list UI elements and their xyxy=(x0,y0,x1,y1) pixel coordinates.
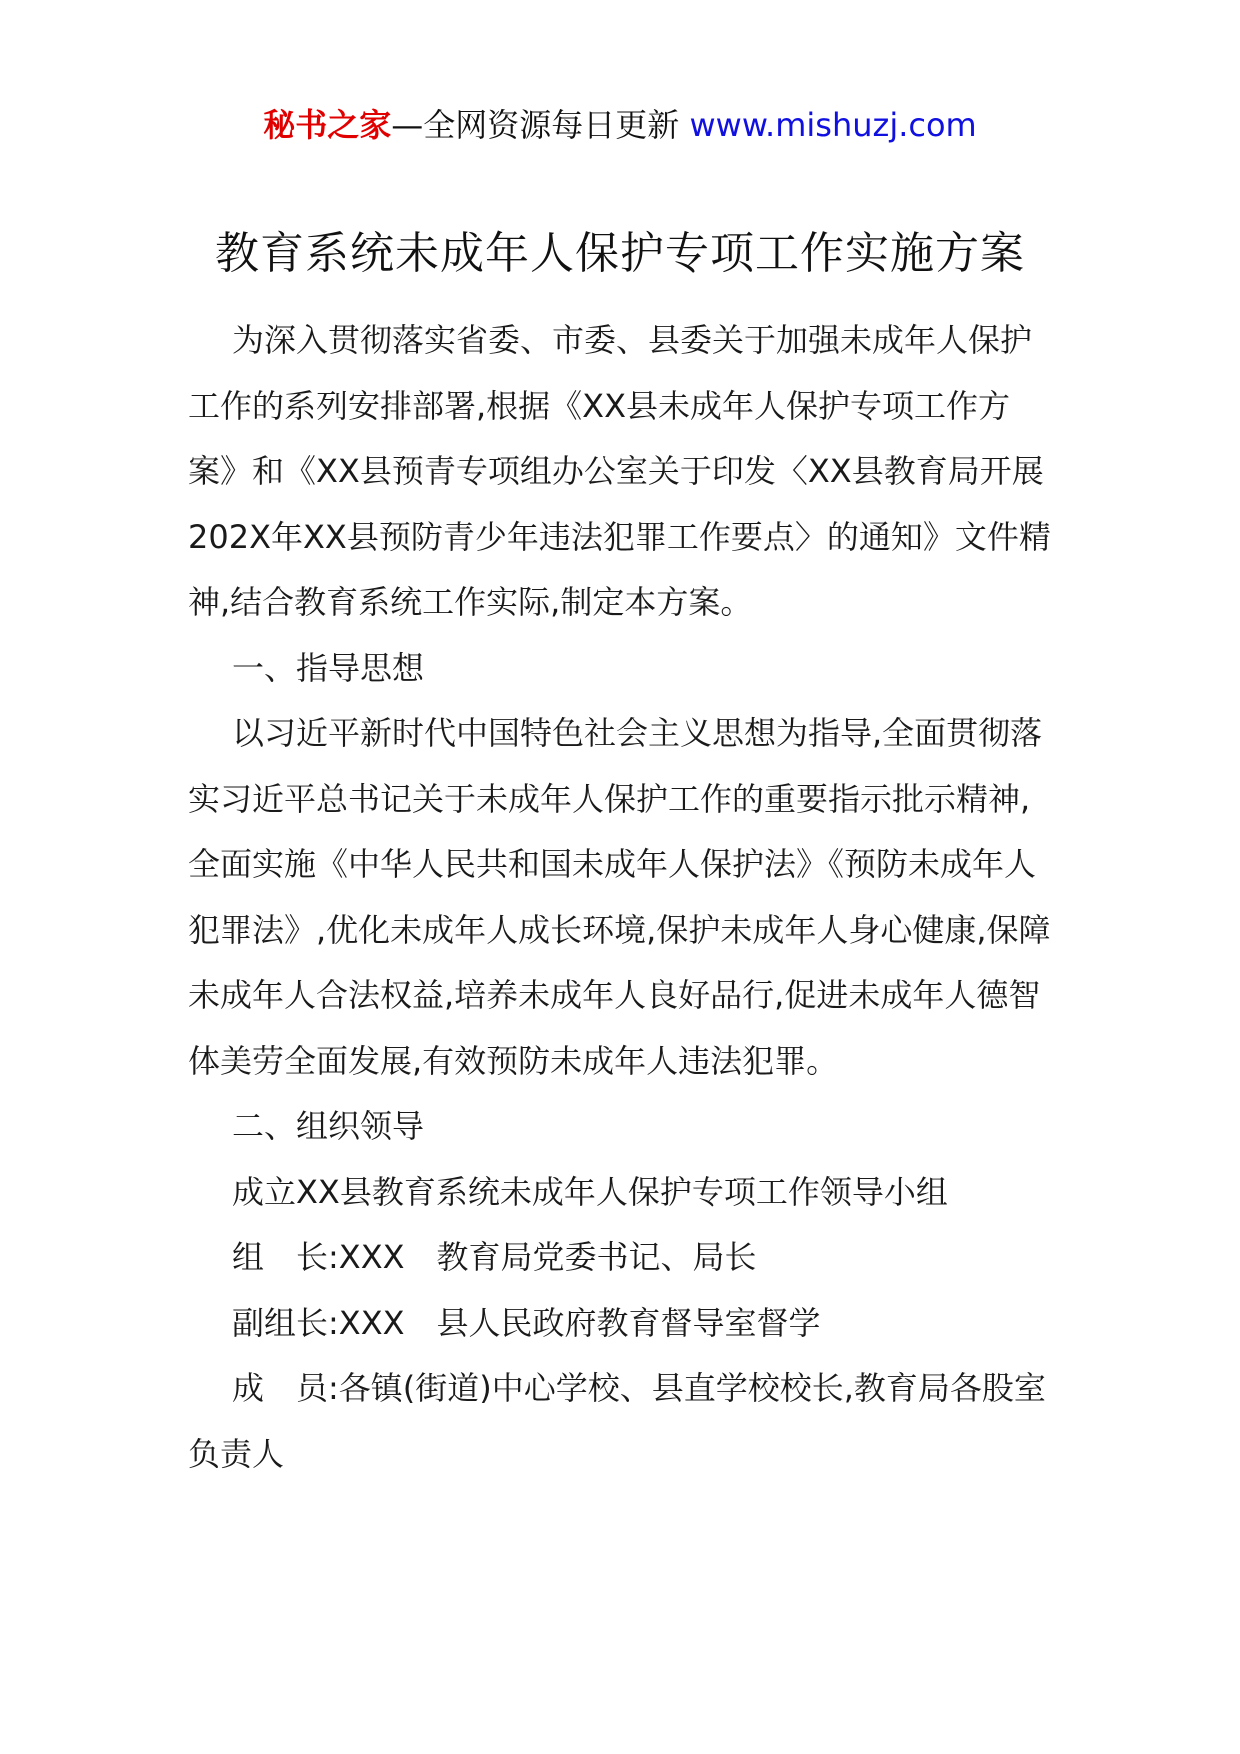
page-header xyxy=(0,100,1240,150)
leading-group-paragraph: 成立XX县教育系统未成年人保护专项工作领导小组 xyxy=(232,1172,948,1211)
brand-name: 秘书之家 xyxy=(263,106,392,144)
group-leader-line: 组 长:XXX 教育局党委书记、局长 xyxy=(232,1238,757,1276)
deputy-leader-line: 副组长:XXX 县人民政府教育督导室督学 xyxy=(232,1303,821,1342)
website-link[interactable]: www.mishuzj.com xyxy=(689,106,977,144)
guiding-ideology-paragraph: 以习近平新时代中国特色社会主义思想为指导,全面贯彻落实习近平总书记关于未成年人保护工作的重要指示批示精神,全面实施《中华人民共和国未成年人保护法》《预防未成年人犯罪法》,优化未成年人成长环境,保护未成年人身心健康,保障未成年人合法权益,培养未成年人良好品行,促进未成年人德智体美劳全面发展,有效预防未成年人违法犯罪。 xyxy=(188,714,1051,1080)
document-body xyxy=(188,308,1056,1487)
document-title: 教育系统未成年人保护专项工作实施方案 xyxy=(215,228,1025,279)
header-tagline: —全网资源每日更新 xyxy=(391,106,680,144)
section-heading-guiding-ideology: 一、指导思想 xyxy=(232,648,425,687)
intro-paragraph: 为深入贯彻落实省委、市委、县委关于加强未成年人保护工作的系列安排部署,根据《XX县未成年人保护专项工作方案》和《XX县预青专项组办公室关于印发〈XX县教育局开展202X年XX县预防青少年违法犯罪工作要点〉的通知》文件精神,结合教育系统工作实际,制定本方案。 xyxy=(188,321,1051,621)
members-line: 成 员:各镇(街道)中心学校、县直学校校长,教育局各股室负责人 xyxy=(188,1369,1046,1473)
section-heading-organization: 二、组织领导 xyxy=(232,1107,425,1145)
